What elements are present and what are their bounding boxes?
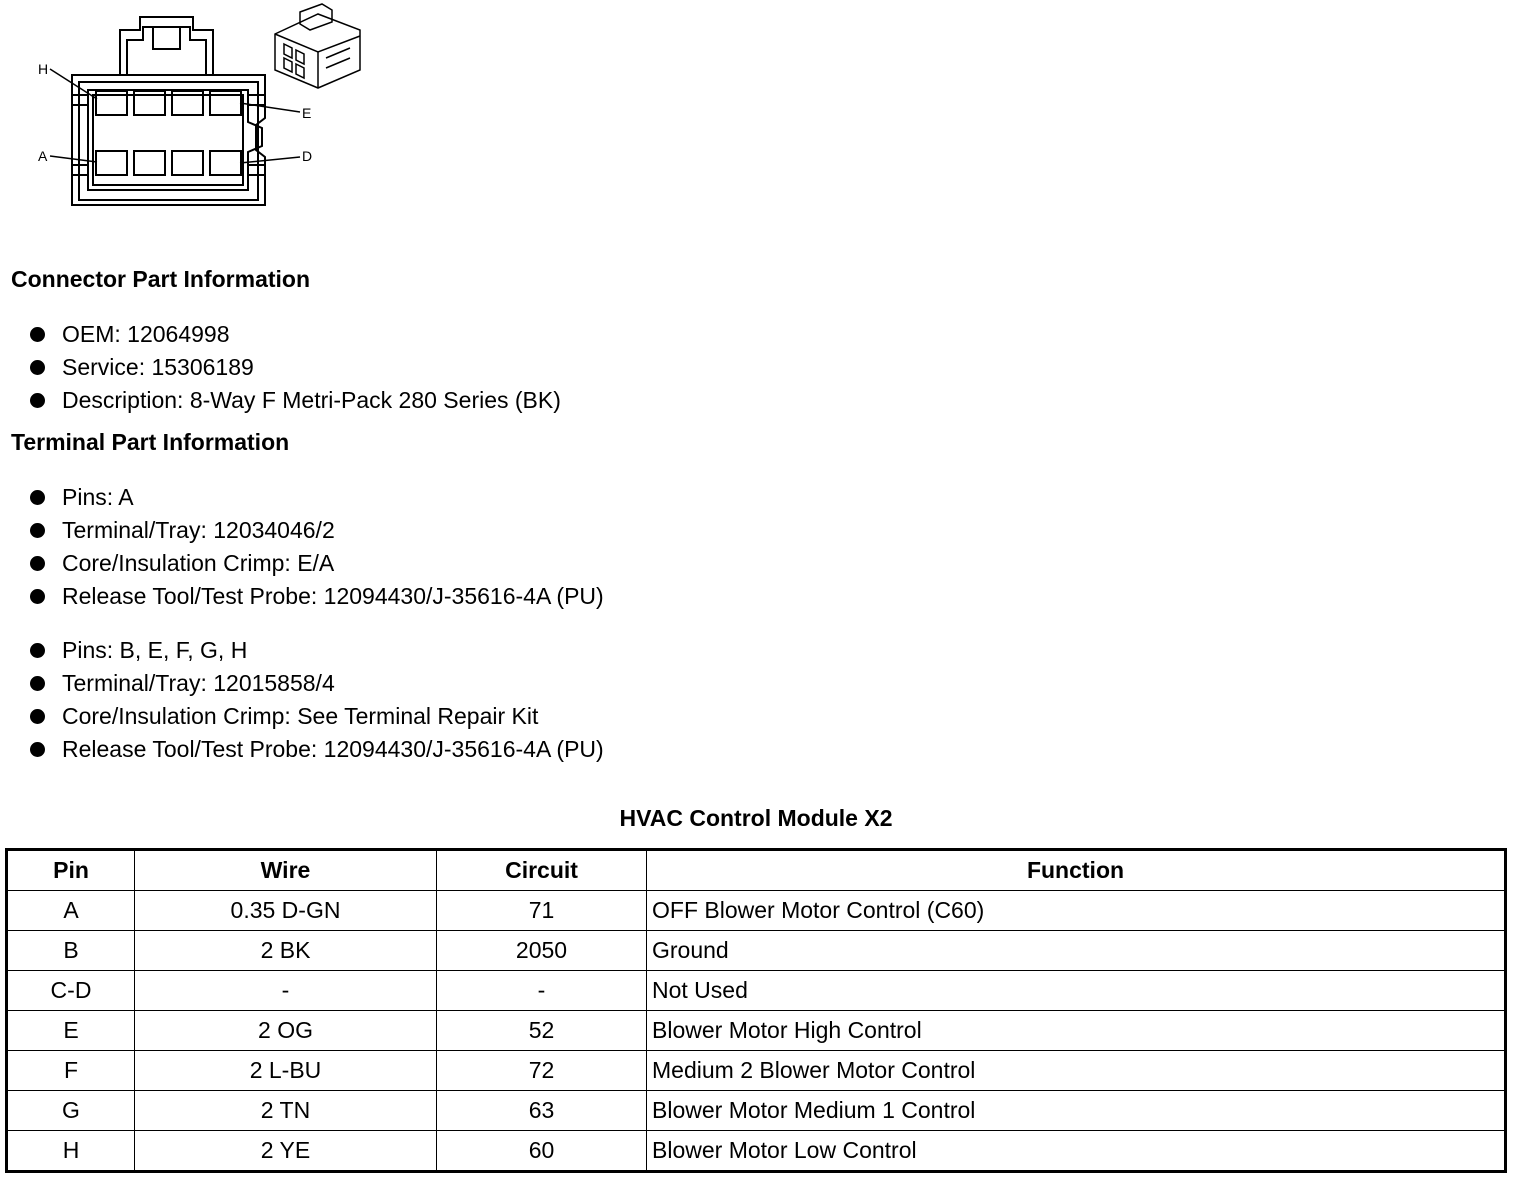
- list-item: [26, 351, 561, 384]
- bullet-icon: [30, 393, 45, 408]
- bullet-icon: [30, 556, 45, 571]
- cell-function: Medium 2 Blower Motor Control: [647, 1051, 1506, 1091]
- list-item-text: Description: 8-Way F Metri-Pack 280 Series (BK): [62, 387, 561, 413]
- connector-isometric-icon: [275, 4, 360, 88]
- cell-wire: 2 L-BU: [135, 1051, 437, 1091]
- cell-wire: 2 TN: [135, 1091, 437, 1131]
- list-item: [26, 634, 604, 667]
- bullet-icon: [30, 589, 45, 604]
- bullet-icon: [30, 360, 45, 375]
- cell-circuit: 52: [437, 1011, 647, 1051]
- list-item-text: Terminal/Tray: 12015858/4: [62, 670, 335, 696]
- list-item: [26, 667, 604, 700]
- connector-face-diagram: [0, 0, 380, 215]
- cell-circuit: 63: [437, 1091, 647, 1131]
- list-item: [26, 514, 604, 547]
- column-header-circuit: Circuit: [437, 850, 647, 891]
- cell-circuit: 2050: [437, 931, 647, 971]
- bullet-icon: [30, 327, 45, 342]
- cell-pin: A: [7, 891, 135, 931]
- table-row: [7, 971, 1506, 1011]
- list-item: [26, 318, 561, 351]
- column-header-function: Function: [647, 850, 1506, 891]
- table-row: [7, 931, 1506, 971]
- cell-pin: H: [7, 1131, 135, 1172]
- cell-circuit: 71: [437, 891, 647, 931]
- list-item-text: Core/Insulation Crimp: See Terminal Repair Kit: [62, 703, 539, 729]
- list-item: [26, 384, 561, 417]
- column-header-wire: Wire: [135, 850, 437, 891]
- cell-pin: E: [7, 1011, 135, 1051]
- table-title: HVAC Control Module X2: [619, 805, 893, 831]
- list-item-text: Terminal/Tray: 12034046/2: [62, 517, 335, 543]
- cell-wire: -: [135, 971, 437, 1011]
- cell-pin: B: [7, 931, 135, 971]
- cell-wire: 2 OG: [135, 1011, 437, 1051]
- terminal-group-1-list: [26, 481, 604, 613]
- pin-function-table: [5, 848, 1507, 1173]
- pin-label-e: E: [302, 105, 312, 121]
- bullet-icon: [30, 643, 45, 658]
- list-item-text: Service: 15306189: [62, 354, 254, 380]
- list-item: [26, 580, 604, 613]
- cell-function: Blower Motor High Control: [647, 1011, 1506, 1051]
- table-header-row: [7, 850, 1506, 891]
- table-row: [7, 1051, 1506, 1091]
- list-item: [26, 481, 604, 514]
- cell-function: OFF Blower Motor Control (C60): [647, 891, 1506, 931]
- cell-circuit: 60: [437, 1131, 647, 1172]
- table-row: [7, 1131, 1506, 1172]
- list-item-text: Release Tool/Test Probe: 12094430/J-35616-4A (PU): [62, 736, 604, 762]
- list-item: [26, 700, 604, 733]
- table-row: [7, 1011, 1506, 1051]
- cell-function: Blower Motor Medium 1 Control: [647, 1091, 1506, 1131]
- table-row: [7, 891, 1506, 931]
- pin-label-d: D: [302, 148, 313, 164]
- cell-function: Not Used: [647, 971, 1506, 1011]
- table-row: [7, 1091, 1506, 1131]
- pin-label-h: H: [38, 61, 49, 77]
- cell-wire: 2 YE: [135, 1131, 437, 1172]
- bullet-icon: [30, 709, 45, 724]
- list-item: [26, 733, 604, 766]
- terminal-group-2-list: [26, 634, 604, 766]
- connector-part-info-heading: Connector Part Information: [11, 266, 311, 292]
- bullet-icon: [30, 490, 45, 505]
- cell-function: Ground: [647, 931, 1506, 971]
- list-item-text: Pins: A: [62, 484, 134, 510]
- cell-function: Blower Motor Low Control: [647, 1131, 1506, 1172]
- list-item: [26, 547, 604, 580]
- connector-part-info-list: [26, 318, 561, 417]
- cell-wire: 2 BK: [135, 931, 437, 971]
- terminal-part-info-heading: Terminal Part Information: [11, 429, 290, 455]
- list-item-text: Pins: B, E, F, G, H: [62, 637, 248, 663]
- cell-circuit: 72: [437, 1051, 647, 1091]
- cell-circuit: -: [437, 971, 647, 1011]
- list-item-text: OEM: 12064998: [62, 321, 230, 347]
- bullet-icon: [30, 523, 45, 538]
- cell-pin: F: [7, 1051, 135, 1091]
- pin-label-a: A: [38, 148, 48, 164]
- cell-wire: 0.35 D-GN: [135, 891, 437, 931]
- bullet-icon: [30, 676, 45, 691]
- column-header-pin: Pin: [7, 850, 135, 891]
- cell-pin: C-D: [7, 971, 135, 1011]
- list-item-text: Core/Insulation Crimp: E/A: [62, 550, 335, 576]
- cell-pin: G: [7, 1091, 135, 1131]
- bullet-icon: [30, 742, 45, 757]
- list-item-text: Release Tool/Test Probe: 12094430/J-35616-4A (PU): [62, 583, 604, 609]
